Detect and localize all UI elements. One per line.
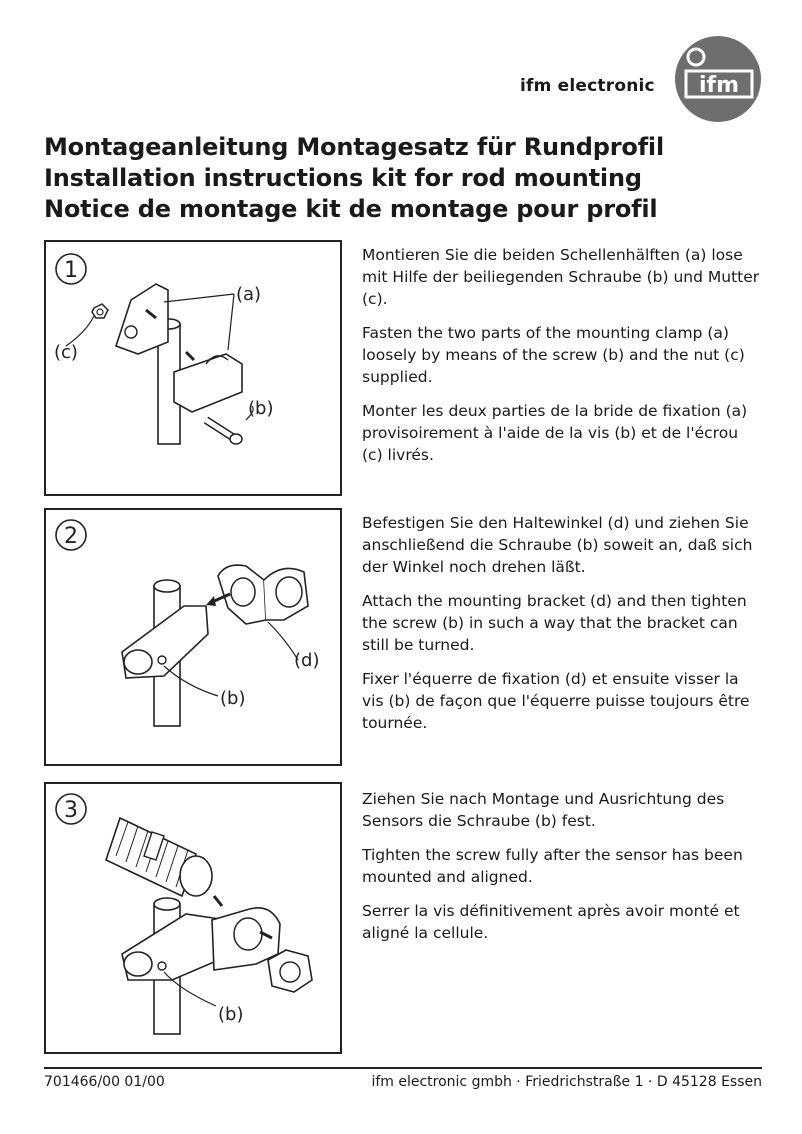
step-2-text-fr: Fixer l'équerre de fixation (d) et ensuite visser la vis (b) de façon que l'équerre puisse toujours être tournée. — [362, 670, 750, 732]
title-english: Installation instructions kit for rod mounting — [44, 164, 642, 192]
step-1-text-fr: Monter les deux parties de la bride de fixation (a) provisoirement à l'aide de la vis (b) et de l'écrou (c) livrés. — [362, 402, 748, 464]
title-german: Montageanleitung Montagesatz für Rundprofil — [44, 133, 664, 161]
step-1-number: 1 — [64, 258, 78, 283]
step-2-number: 2 — [64, 524, 78, 549]
step-3-label-b: (b) — [218, 1004, 244, 1025]
title-french: Notice de montage kit de montage pour profil — [44, 195, 658, 223]
step-2-text — [362, 512, 762, 746]
step-2-illustration — [44, 508, 342, 766]
document-number: 701466/00 01/00 — [44, 1074, 165, 1090]
logo-text: ifm — [698, 73, 740, 98]
company-address: ifm electronic gmbh · Friedrichstraße 1 · D 45128 Essen — [371, 1074, 762, 1090]
company-name: ifm electronic — [520, 76, 655, 96]
step-3-text — [362, 788, 762, 956]
step-1-text-en: Fasten the two parts of the mounting clamp (a) loosely by means of the screw (b) and the nut (c) supplied. — [362, 324, 745, 386]
title-block — [44, 132, 664, 225]
step-2-text-de: Befestigen Sie den Haltewinkel (d) und ziehen Sie anschließend die Schraube (b) soweit an, daß sich der Winkel noch drehen läßt. — [362, 514, 753, 576]
step-1-label-c: (c) — [54, 342, 78, 363]
step-1-label-a: (a) — [236, 284, 262, 305]
step-1-text-de: Montieren Sie die beiden Schellenhälften (a) lose mit Hilfe der beiliegenden Schraube (b) und Mutter (c). — [362, 246, 760, 308]
step-1-illustration — [44, 240, 342, 496]
step-3-text-en: Tighten the screw fully after the sensor has been mounted and aligned. — [362, 846, 743, 886]
step-1-label-b: (b) — [248, 398, 274, 419]
step-3-illustration — [44, 782, 342, 1054]
step-3-text-de: Ziehen Sie nach Montage und Ausrichtung des Sensors die Schraube (b) fest. — [362, 790, 725, 830]
step-1-text — [362, 244, 762, 478]
step-2-label-d: (d) — [294, 650, 320, 671]
step-2-text-en: Attach the mounting bracket (d) and then tighten the screw (b) in such a way that the bracket can still be turned. — [362, 592, 747, 654]
footer-divider — [44, 1067, 762, 1069]
step-2-label-b: (b) — [220, 688, 246, 709]
ifm-logo — [674, 35, 762, 123]
step-3-number: 3 — [64, 798, 78, 823]
step-3-text-fr: Serrer la vis définitivement après avoir monté et aligné la cellule. — [362, 902, 740, 942]
